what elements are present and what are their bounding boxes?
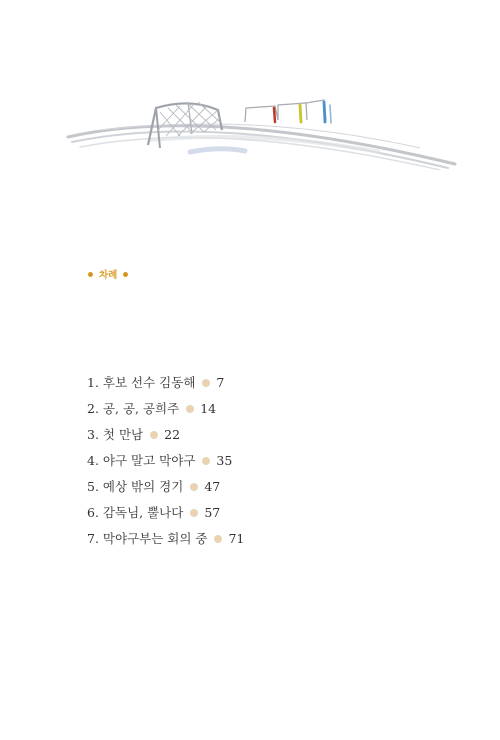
bullet-dot-icon [214,535,222,543]
heading-dot-left-icon [88,272,93,277]
toc-heading-text: 차례 [99,270,118,281]
toc-list [87,370,244,552]
chapter-title: 첫 만남 [102,427,144,442]
page-number: 47 [204,479,221,494]
toc-item [87,396,244,422]
toc-item [87,526,244,552]
toc-heading [88,267,128,281]
toc-item [87,474,244,500]
bullet-dot-icon [190,509,198,517]
toc-item [87,500,244,526]
chapter-number: 3. [87,427,99,442]
chapter-title: 야구 말고 막야구 [102,453,196,468]
bullet-dot-icon [202,379,210,387]
page-number: 22 [164,427,181,442]
chapter-number: 7. [87,531,99,546]
toc-item [87,422,244,448]
page-number: 35 [216,453,233,468]
heading-dot-right-icon [123,272,128,277]
bullet-dot-icon [190,483,198,491]
chapter-number: 4. [87,453,99,468]
bullet-dot-icon [186,405,194,413]
chapter-title: 공, 공, 공희주 [102,401,180,416]
chapter-number: 2. [87,401,99,416]
chapter-title: 막야구부는 회의 중 [102,531,208,546]
bullet-dot-icon [150,431,158,439]
toc-item [87,448,244,474]
bullet-dot-icon [202,457,210,465]
chapter-number: 5. [87,479,99,494]
chapter-number: 1. [87,375,99,390]
chapter-number: 6. [87,505,99,520]
chapter-title: 후보 선수 김동해 [102,375,196,390]
page-number: 57 [204,505,221,520]
page-number: 14 [200,401,217,416]
page-number: 7 [216,375,225,390]
chapter-title: 예상 밖의 경기 [102,479,184,494]
baseball-field-illustration [60,90,460,170]
page-number: 71 [228,531,245,546]
chapter-title: 감독님, 뿔나다 [102,505,184,520]
toc-item [87,370,244,396]
